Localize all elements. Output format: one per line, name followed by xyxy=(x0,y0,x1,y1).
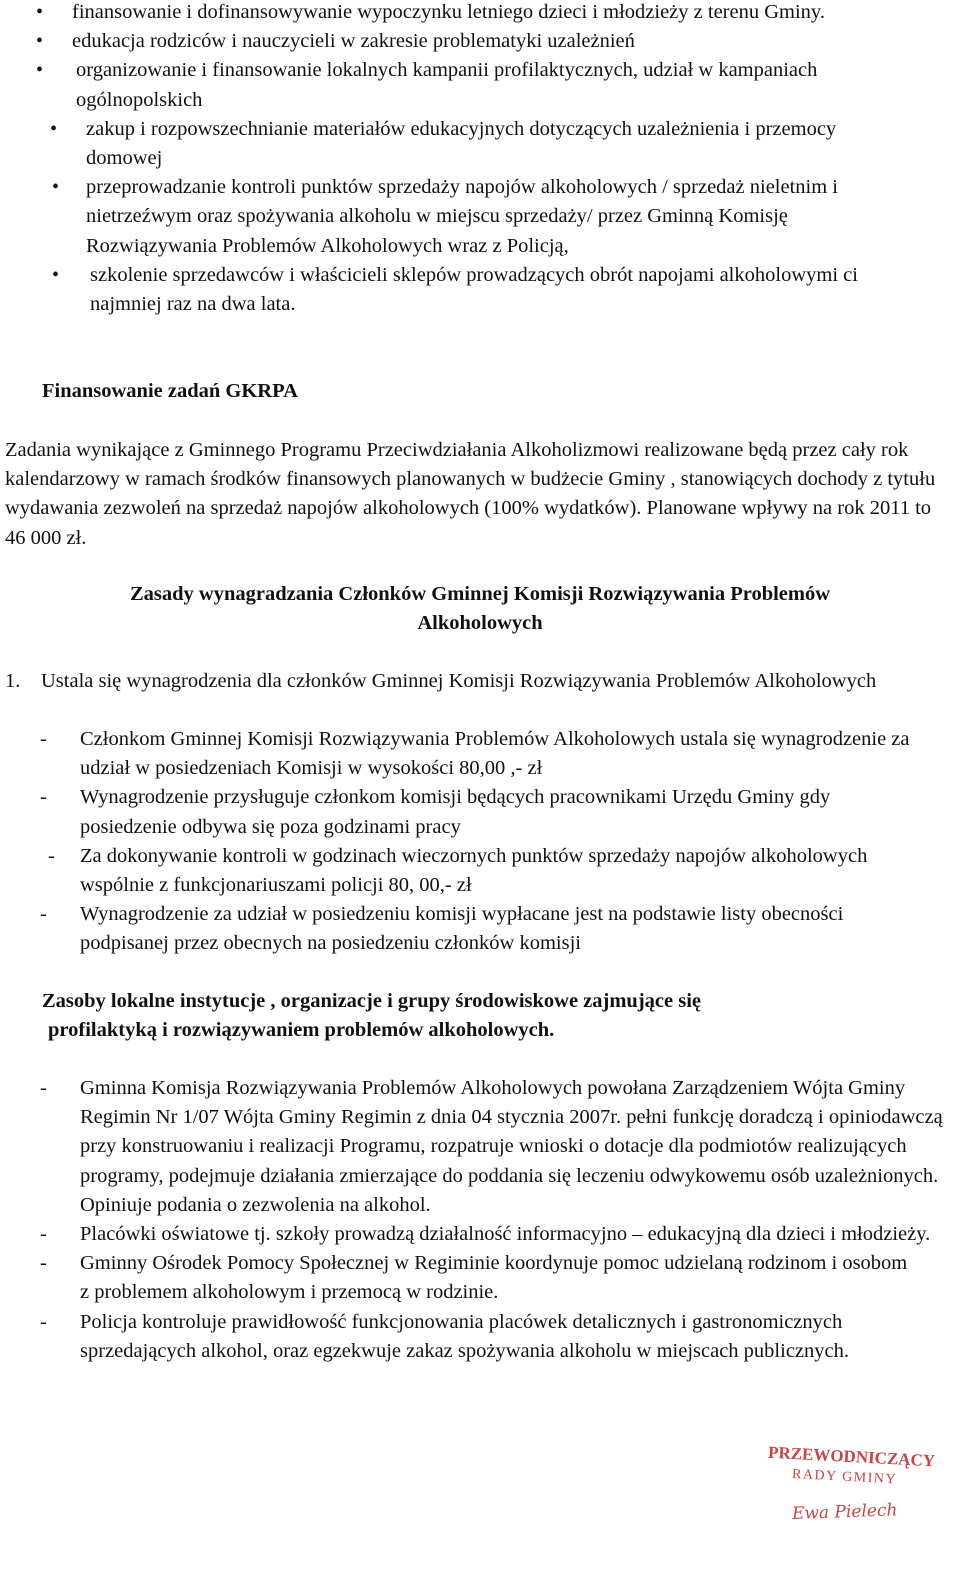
list-item: • szkolenie sprzedawców i właścicieli sklepów prowadzących obrót napojami alkoholowymi ci najmniej raz na dwa lata. xyxy=(0,261,960,319)
stamp-graphic xyxy=(760,1442,950,1542)
list-item: • organizowanie i finansowanie lokalnych kampanii profilaktycznych, udział w kampaniach ogólnopolskich xyxy=(0,56,960,114)
dash-icon: - xyxy=(40,1077,47,1099)
dash-icon: - xyxy=(40,728,47,750)
list-item: • przeprowadzanie kontroli punktów sprzedaży napojów alkoholowych / sprzedaż nieletnim i nietrzeźwym oraz spożywania alkoholu w miejscu sprzedaży/ przez Gminną Komisję Rozwiązywania Problemów Alkoholowych wraz z Policją, xyxy=(0,173,960,261)
stamp-line1: PRZEWODNICZĄCY xyxy=(767,1442,936,1471)
dash-icon: - xyxy=(48,844,55,867)
list-item: • finansowanie i dofinansowywanie wypoczynku letniego dzieci i młodzieży z terenu Gminy. xyxy=(0,0,960,27)
chairman-stamp xyxy=(760,1442,950,1542)
task-bullet-list xyxy=(0,0,960,319)
remuneration-list xyxy=(0,725,960,959)
list-item: - Członkom Gminnej Komisji Rozwiązywania Problemów Alkoholowych ustala się wynagrodzenie za udział w posiedzeniach Komisji w wysokości 80,00 ,- zł xyxy=(0,725,960,783)
list-item: - Gminny Ośrodek Pomocy Społecznej w Regiminie koordynuje pomoc udzielaną rodzinom i osobom z problemem alkoholowym i przemocą w rodzinie. xyxy=(0,1249,960,1307)
dash-icon: - xyxy=(40,1223,47,1246)
resources-list xyxy=(0,1074,960,1366)
stamp-line2: RADY GMINY xyxy=(791,1466,898,1488)
bullet-icon: • xyxy=(52,176,60,199)
list-item: - Placówki oświatowe tj. szkoły prowadzą działalność informacyjno – edukacyjną dla dzieci i młodzieży. xyxy=(0,1220,960,1249)
dash-icon: - xyxy=(40,903,47,926)
list-item: - Wynagrodzenie za udział w posiedzeniu komisji wypłacane jest na podstawie listy obecności podpisanej przez obecnych na posiedzeniu członków komisji xyxy=(0,900,960,958)
list-item: - Wynagrodzenie przysługuje członkom komisji będących pracownikami Urzędu Gminy gdy posiedzenie odbywa się poza godzinami pracy xyxy=(0,783,960,841)
list-item: - Gminna Komisja Rozwiązywania Problemów Alkoholowych powołana Zarządzeniem Wójta Gminy Regimin Nr 1/07 Wójta Gminy Regimin z dnia 04 stycznia 2007r. pełni funkcję doradczą i opiniodawczą przy konstruowaniu i realizacji Programu, rozpatruje wnioski o dotacje dla podmiotów realizujących programy, podejmuje działania zmierzające do poddania się leczeniu odwykowemu osób uzależnionych. Opiniuje podania o zezwolenia na alkohol. xyxy=(0,1074,960,1220)
bullet-icon: • xyxy=(50,117,58,140)
list-item: - Za dokonywanie kontroli w godzinach wieczornych punktów sprzedaży napojów alkoholowych wspólnie z funkcjonariuszami policji 80, 00,- zł xyxy=(0,842,960,900)
signature: Ewa Pielech xyxy=(791,1500,898,1525)
financing-heading: Finansowanie zadań GKRPA xyxy=(42,380,298,402)
remuneration-heading: Zasady wynagradzania Członków Gminnej Komisji Rozwiązywania Problemów Alkoholowych xyxy=(129,583,831,635)
financing-paragraph: Zadania wynikające z Gminnego Programu Przeciwdziałania Alkoholizmowi realizowane będą przez cały rok kalendarzowy w ramach środków finansowych planowanych w budżecie Gminy , stanowiących dochody z tytułu wydawania zezwoleń na sprzedaż napojów alkoholowych (100% wydatków). Planowane wpływy na rok 2011 to 46 000 zł. xyxy=(5,439,936,549)
point-number: 1. xyxy=(5,670,21,692)
remuneration-point: 1. Ustala się wynagrodzenia dla członków Gminnej Komisji Rozwiązywania Problemów Alkoholowych xyxy=(5,667,945,696)
bullet-icon: • xyxy=(52,263,60,286)
list-item: • zakup i rozpowszechnianie materiałów edukacyjnych dotyczących uzależnienia i przemocy domowej xyxy=(0,115,960,173)
resources-heading: Zasoby lokalne instytucje , organizacje i grupy środowiskowe zajmujące się profilaktyką i rozwiązywaniem problemów alkoholowych. xyxy=(42,990,702,1042)
bullet-icon: • xyxy=(36,1,44,23)
list-item: • edukacja rodziców i nauczycieli w zakresie problematyki uzależnień xyxy=(0,27,960,56)
dash-icon: - xyxy=(40,1310,47,1333)
dash-icon: - xyxy=(40,1252,47,1275)
bullet-icon: • xyxy=(36,59,44,82)
bullet-icon: • xyxy=(36,30,44,53)
dash-icon: - xyxy=(40,786,47,809)
list-item: - Policja kontroluje prawidłowość funkcjonowania placówek detalicznych i gastronomicznych sprzedających alkohol, oraz egzekwuje zakaz spożywania alkoholu w miejscach publicznych. xyxy=(0,1308,960,1366)
